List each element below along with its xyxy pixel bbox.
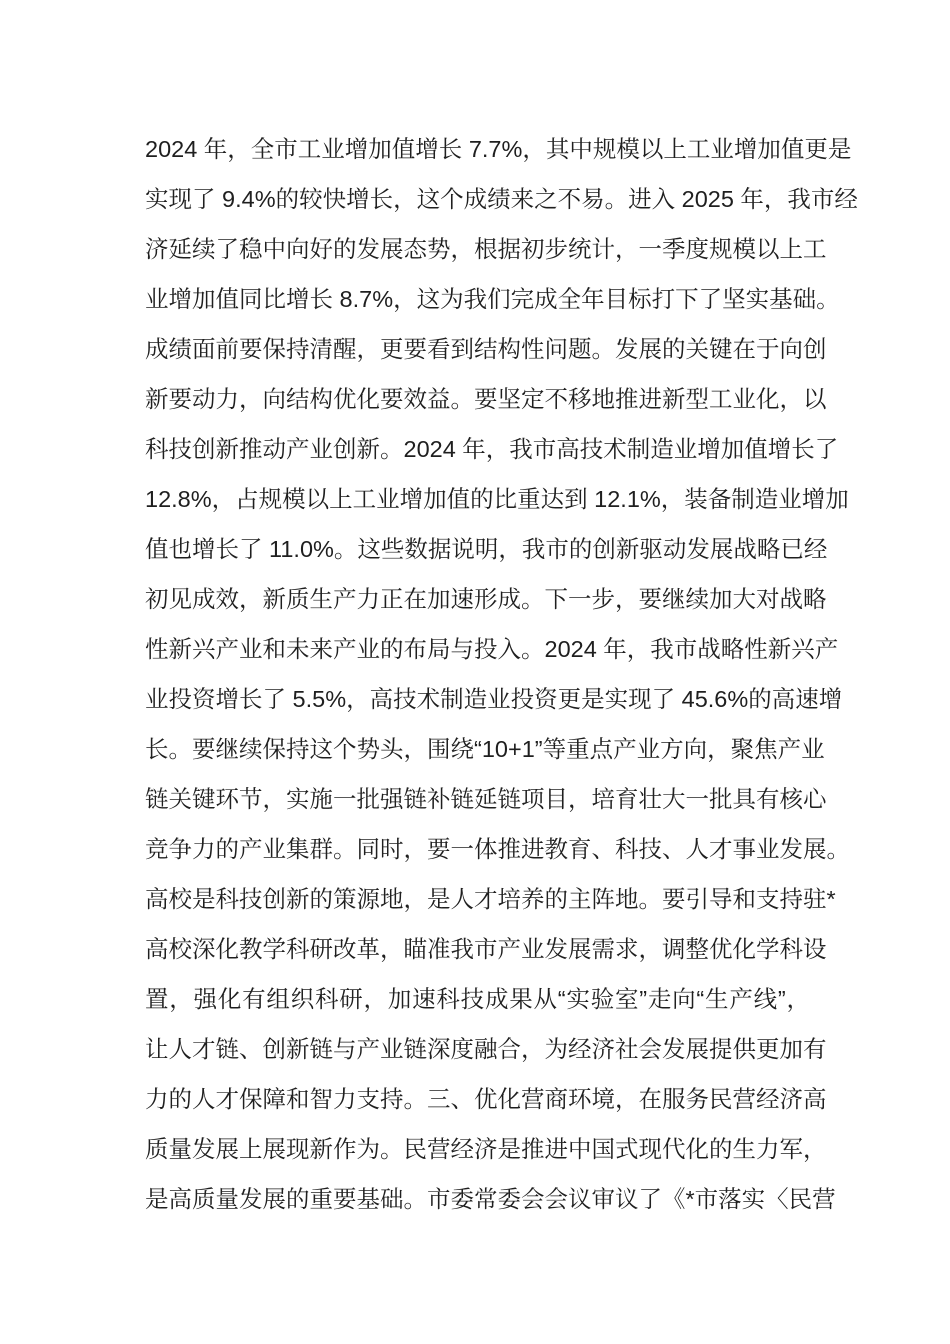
text-line: 竞争力的产业集群。同时，要一体推进教育、科技、人才事业发展。	[145, 836, 850, 862]
text-line: 12.8%，占规模以上工业增加值的比重达到 12.1%，装备制造业增加	[145, 486, 849, 512]
text-line: 性新兴产业和未来产业的布局与投入。2024 年，我市战略性新兴产	[145, 636, 839, 662]
text-line: 值也增长了 11.0%。这些数据说明，我市的创新驱动发展战略已经	[145, 536, 828, 562]
text-line: 质量发展上展现新作为。民营经济是推进中国式现代化的生力军，	[145, 1136, 827, 1162]
text-line: 链关键环节，实施一批强链补链延链项目，培育壮大一批具有核心	[145, 786, 827, 812]
text-line: 让人才链、创新链与产业链深度融合，为经济社会发展提供更加有	[145, 1036, 827, 1062]
text-line: 高校深化教学科研改革，瞄准我市产业发展需求，调整优化学科设	[145, 936, 827, 962]
text-line: 实现了 9.4%的较快增长，这个成绩来之不易。进入 2025 年，我市经	[145, 186, 858, 212]
document-text	[145, 124, 858, 1224]
text-line: 科技创新推动产业创新。2024 年，我市高技术制造业增加值增长了	[145, 436, 839, 462]
text-line: 业投资增长了 5.5%，高技术制造业投资更是实现了 45.6%的高速增	[145, 686, 843, 712]
text-line: 成绩面前要保持清醒，更要看到结构性问题。发展的关键在于向创	[145, 336, 827, 362]
text-line: 置，强化有组织科研，加速科技成果从“实验室”走向“生产线”，	[145, 986, 810, 1012]
text-line: 初见成效，新质生产力正在加速形成。下一步，要继续加大对战略	[145, 586, 827, 612]
text-line: 济延续了稳中向好的发展态势，根据初步统计，一季度规模以上工	[145, 236, 827, 262]
text-line: 高校是科技创新的策源地，是人才培养的主阵地。要引导和支持驻*	[145, 886, 836, 912]
text-line: 是高质量发展的重要基础。市委常委会会议审议了《*市落实〈民营	[145, 1186, 836, 1212]
text-line: 新要动力，向结构优化要效益。要坚定不移地推进新型工业化，以	[145, 386, 827, 412]
text-line: 业增加值同比增长 8.7%，这为我们完成全年目标打下了坚实基础。	[145, 286, 840, 312]
text-line: 长。要继续保持这个势头，围绕“10+1”等重点产业方向，聚焦产业	[145, 736, 825, 762]
text-line: 力的人才保障和智力支持。三、优化营商环境，在服务民营经济高	[145, 1086, 827, 1112]
text-line: 2024 年，全市工业增加值增长 7.7%，其中规模以上工业增加值更是	[145, 136, 852, 162]
